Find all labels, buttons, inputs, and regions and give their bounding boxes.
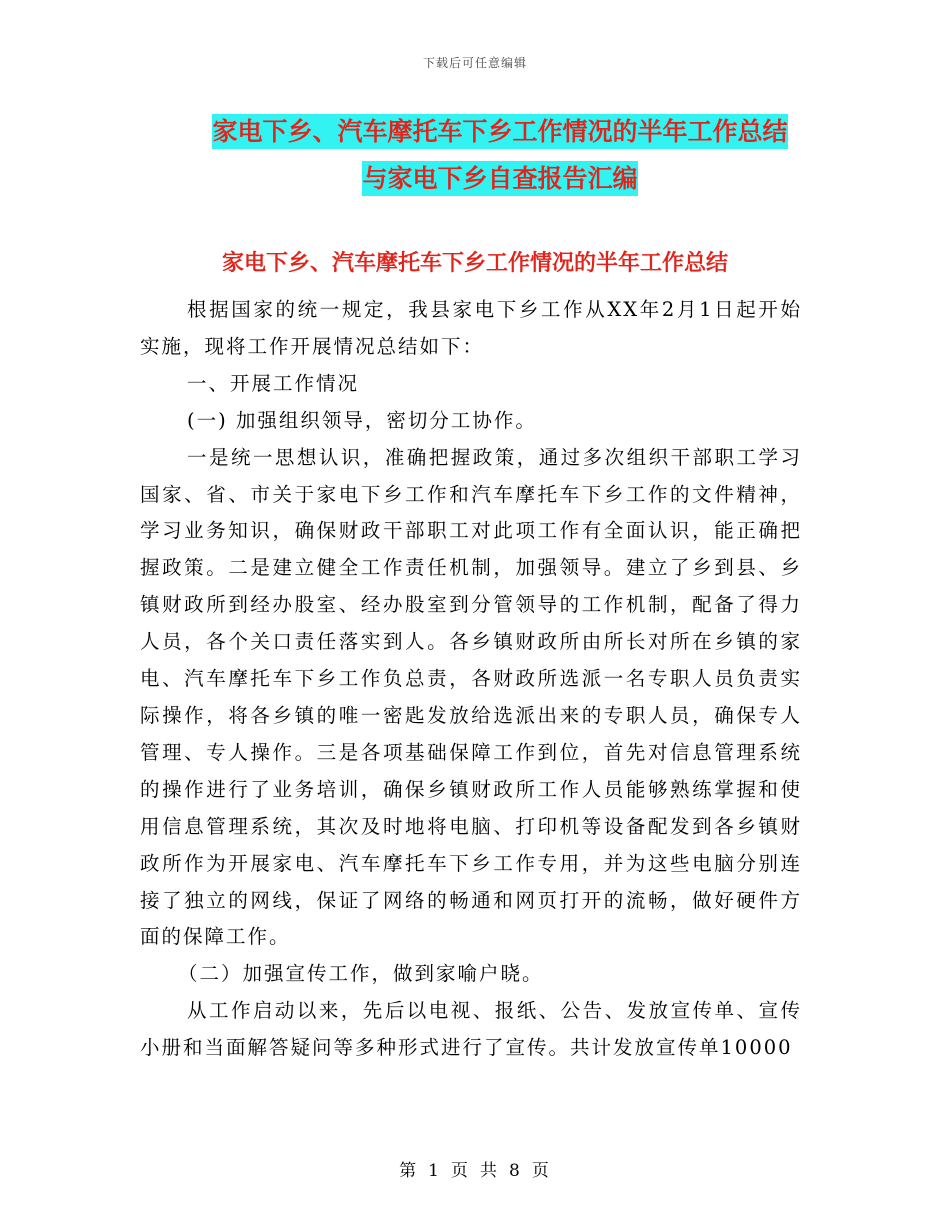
total-label: 共 bbox=[480, 1161, 499, 1181]
page-unit: 页 bbox=[451, 1161, 470, 1181]
subheading-organization: (一) 加强组织领导，密切分工协作。 bbox=[187, 408, 537, 432]
header-note: 下载后可任意编辑 bbox=[422, 56, 527, 70]
document-title-line-2: 与家电下乡自查报告汇编 bbox=[362, 161, 637, 196]
page-number: 1 bbox=[428, 1161, 441, 1181]
document-title bbox=[190, 108, 810, 202]
total-pages: 8 bbox=[509, 1161, 522, 1181]
paragraph-intro: 根据国家的统一规定，我县家电下乡工作从XX年2月1日起开始实施，现将工作开展情况总结如下： bbox=[140, 298, 802, 358]
subheading-publicity: （二）加强宣传工作，做到家喻户晓。 bbox=[178, 962, 544, 986]
page-footer bbox=[0, 1156, 950, 1181]
paragraph-organization: 一是统一思想认识，准确把握政策，通过多次组织干部职工学习国家、省、市关于家电下乡工作和汽车摩托车下乡工作的文件精神，学习业务知识，确保财政干部职工对此项工作有全面认识，能正确把握政策。二是建立健全工作责任机制，加强领导。建立了乡到县、乡镇财政所到经办股室、经办股室到分管领导的工作机制，配备了得力人员，各个关口责任落实到人。各乡镇财政所由所长对所在乡镇的家电、汽车摩托车下乡工作负总责，各财政所选派一名专职人员负责实际操作，将各乡镇的唯一密匙发放给选派出来的专职人员，确保专人管理、专人操作。三是各项基础保障工作到位，首先对信息管理系统的操作进行了业务培训，确保乡镇财政所工作人员能够熟练掌握和使用信息管理系统，其次及时地将电脑、打印机等设备配发到各乡镇财政所作为开展家电、汽车摩托车下乡工作专用，并为这些电脑分别连接了独立的网线，保证了网络的畅通和网页打开的流畅，做好硬件方面的保障工作。 bbox=[140, 445, 802, 949]
total-unit: 页 bbox=[531, 1161, 551, 1181]
page-label: 第 bbox=[399, 1161, 419, 1181]
heading-work-status: 一、开展工作情况 bbox=[187, 371, 360, 395]
paragraph-publicity: 从工作启动以来，先后以电视、报纸、公告、发放宣传单、宣传小册和当面解答疑问等多种形式进行了宣传。共计发放宣传单10000 bbox=[140, 999, 802, 1060]
document-title-line-1: 家电下乡、汽车摩托车下乡工作情况的半年工作总结 bbox=[212, 114, 787, 149]
document-body bbox=[140, 292, 802, 1067]
section-title: 家电下乡、汽车摩托车下乡工作情况的半年工作总结 bbox=[221, 251, 728, 276]
